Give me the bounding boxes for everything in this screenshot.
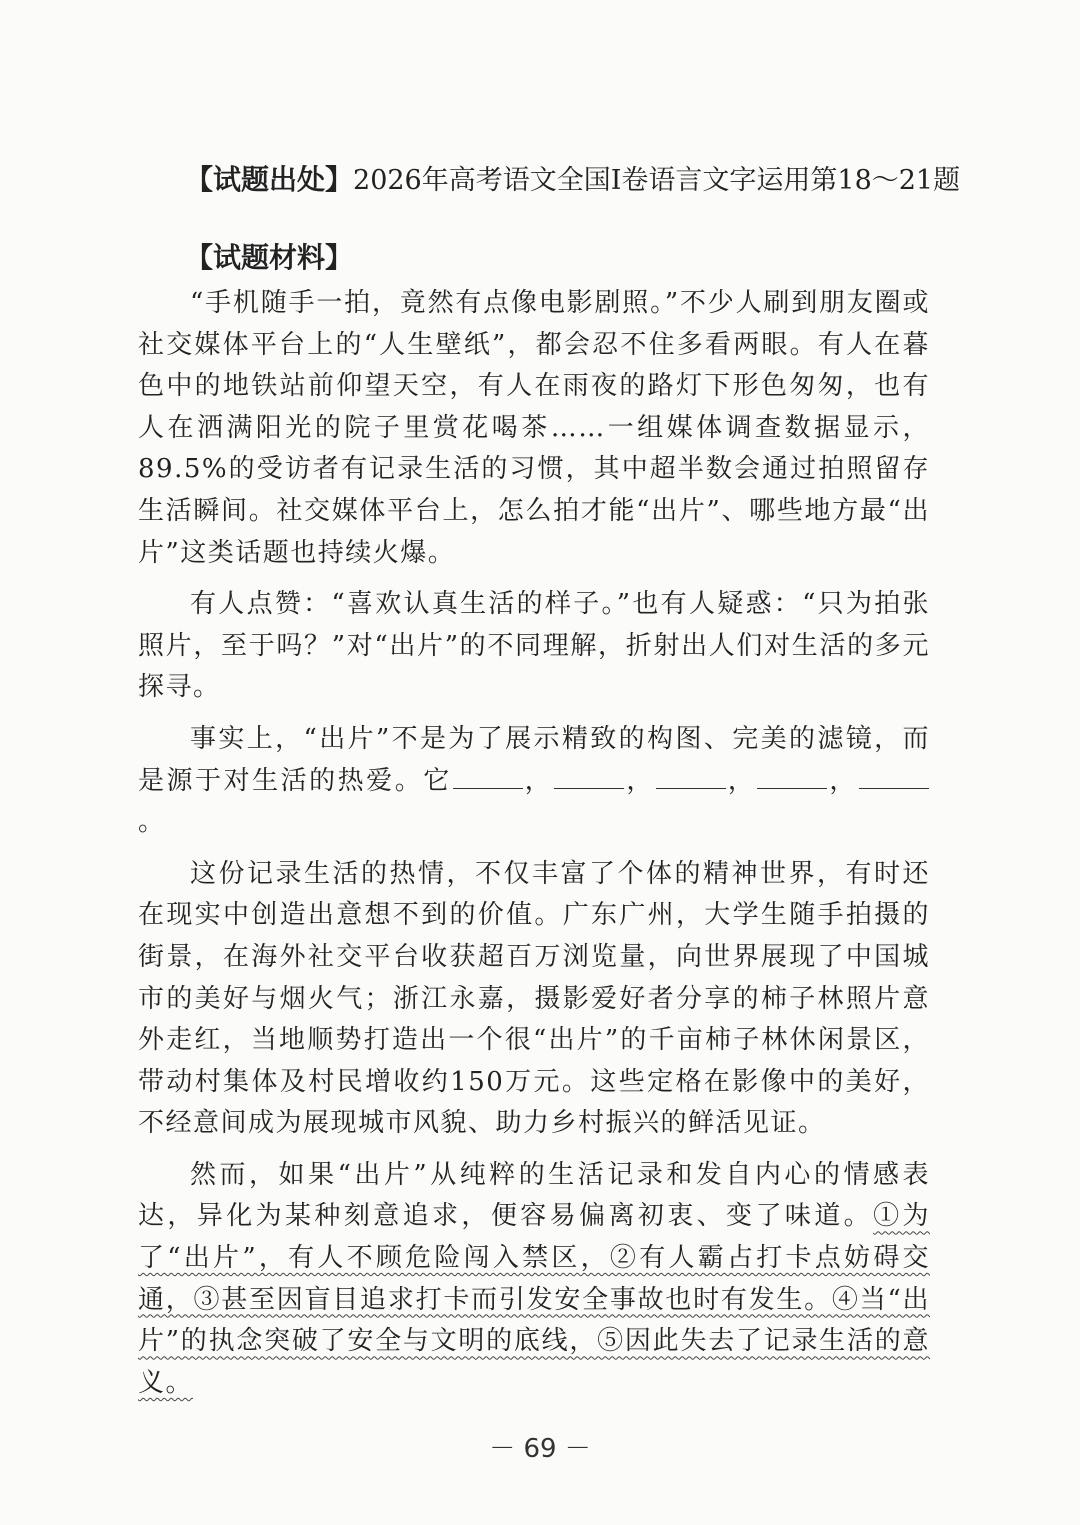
answer-blank[interactable] — [859, 766, 929, 789]
paragraph-3-text: 事实上，“出片”不是为了展示精致的构图、完美的滤镜，而是源于对生活的热爱。它 — [138, 723, 930, 796]
material-heading: 【试题材料】 — [185, 241, 354, 274]
answer-blank[interactable] — [554, 766, 624, 789]
paragraph-5 — [138, 1155, 930, 1405]
page-number: － 69 － — [489, 1434, 591, 1464]
answer-blank[interactable] — [656, 766, 726, 789]
question-source — [185, 160, 961, 201]
material-body — [138, 283, 930, 1404]
paragraph-5-text: 然而，如果“出片”从纯粹的生活记录和发自内心的情感表达，异化为某种刻意追求，便容易偏离初衷、变了味道。 — [138, 1159, 930, 1232]
answer-blank[interactable] — [453, 766, 523, 789]
paragraph-4: 这份记录生活的热情，不仅丰富了个体的精神世界，有时还在现实中创造出意想不到的价值。广东广州，大学生随手拍摄的街景，在海外社交平台收获超百万浏览量，向世界展现了中国城市的美好与烟火气；浙江永嘉，摄影爱好者分享的柿子林照片意外走红，当地顺势打造出一个很“出片”的千亩柿子林休闲景区，带动村集体及村民增收约150万元。这些定格在影像中的美好，不经意间成为展现城市风貌、助力乡村振兴的鲜活见证。 — [138, 858, 930, 1139]
paragraph-2: 有人点赞：“喜欢认真生活的样子。”也有人疑惑：“只为拍张照片，至于吗？”对“出片”的不同理解，折射出人们对生活的多元探寻。 — [138, 589, 930, 703]
underlined-sentence: ①为了“出片”，有人不顾危险闯入禁区，②有人霸占打卡点妨碍交通，③甚至因盲目追求打卡而引发安全事故也时有发生。④当“出片”的执念突破了安全与文明的底线，⑤因此失去了记录生活的意义。 — [138, 1201, 930, 1398]
answer-blank[interactable] — [757, 766, 827, 789]
paragraph-3: 事实上，“出片”不是为了展示精致的构图、完美的滤镜，而是源于对生活的热爱。它 ， ， ， ，。 — [138, 723, 930, 838]
paragraph-1: “手机随手一拍，竟然有点像电影剧照。”不少人刷到朋友圈或社交媒体平台上的“人生壁纸”，都会忍不住多看两眼。有人在暮色中的地铁站前仰望天空，有人在雨夜的路灯下形色匆匆，也有人在洒满阳光的院子里赏花喝茶……一组媒体调查数据显示，89.5%的受访者有记录生活的习惯，其中超半数会通过拍照留存生活瞬间。社交媒体平台上，怎么拍才能“出片”、哪些地方最“出片”这类话题也持续火爆。 — [138, 288, 930, 568]
source-label: 【试题出处】 — [185, 163, 354, 196]
source-text: 2026年高考语文全国Ⅰ卷语言文字运用第18～21题 — [353, 165, 961, 196]
